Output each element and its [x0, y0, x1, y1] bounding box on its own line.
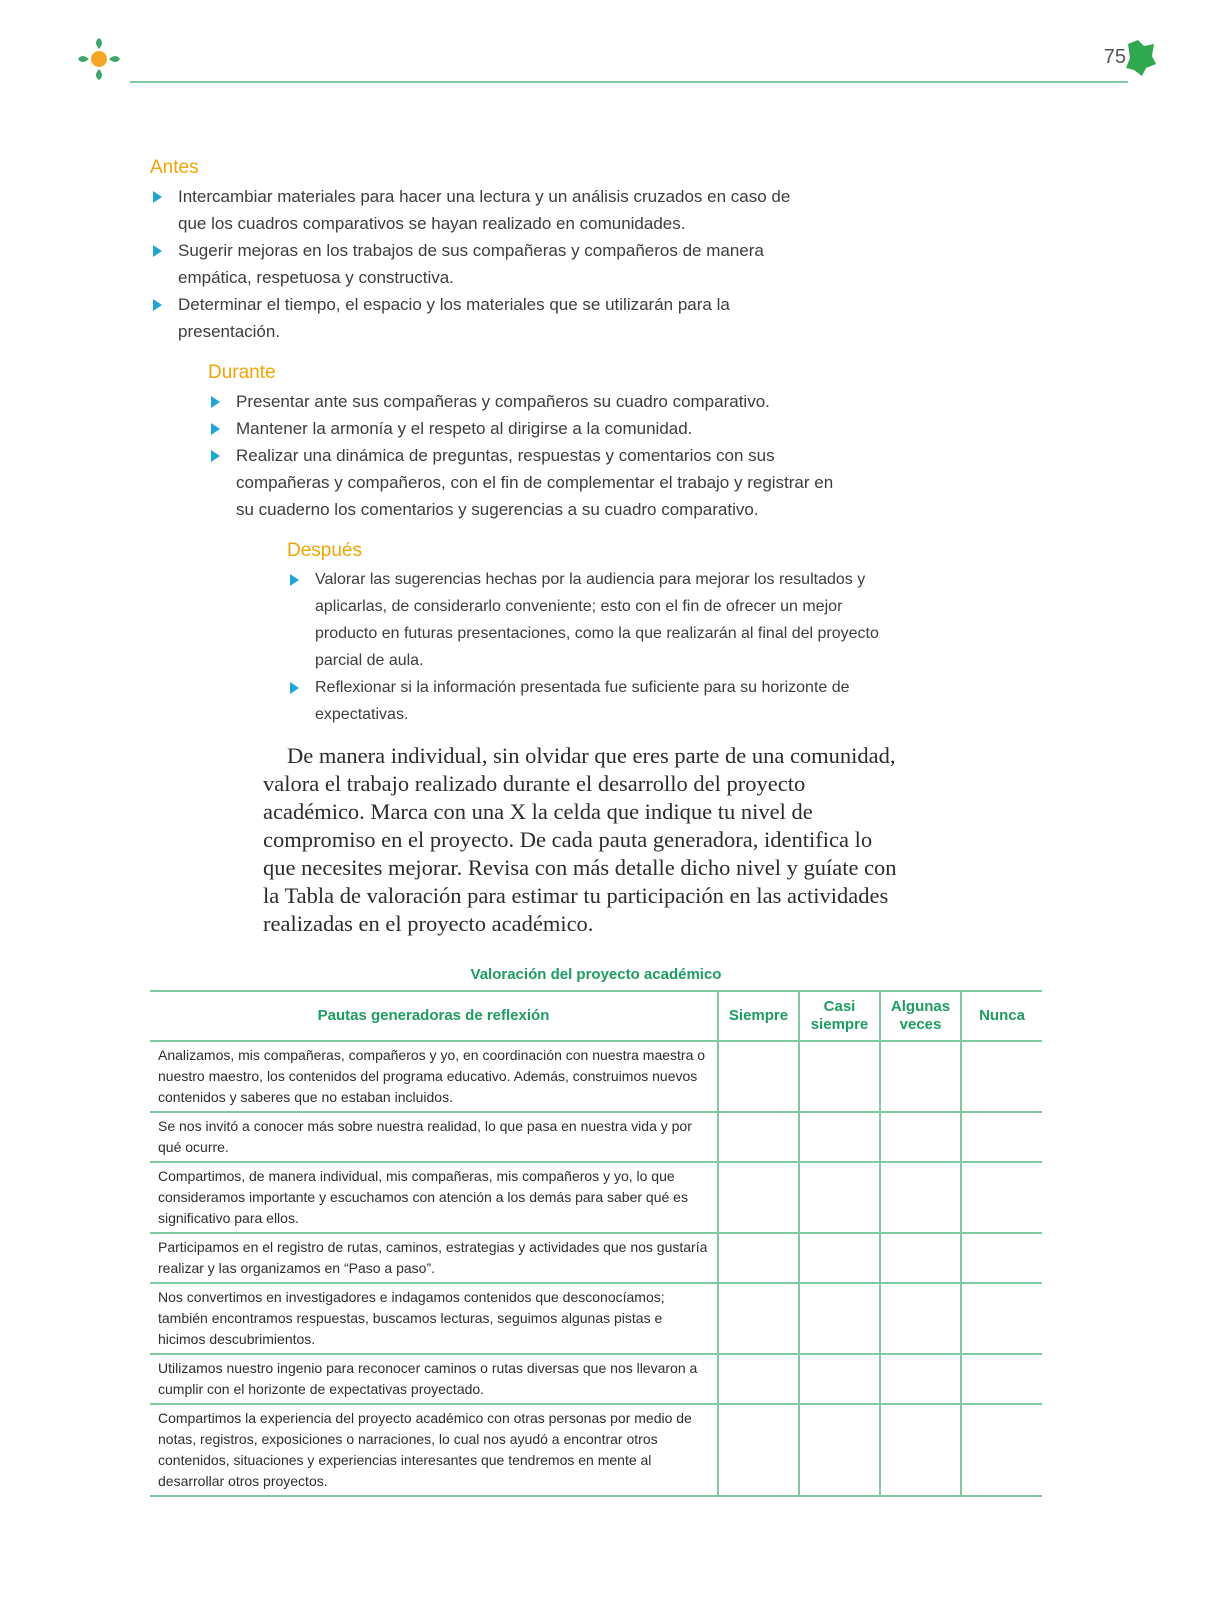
list-item: [208, 415, 848, 442]
valuation-table: [150, 990, 1042, 1497]
check-cell[interactable]: [799, 1041, 880, 1112]
table-row: [150, 1041, 1042, 1112]
triangle-bullet-icon: [290, 682, 299, 694]
triangle-bullet-icon: [290, 574, 299, 586]
table-header-row: [150, 991, 1042, 1041]
list-item-text: Reflexionar si la información presentada fue suficiente para su horizonte de expectativas.: [315, 679, 850, 723]
check-cell[interactable]: [718, 1233, 799, 1283]
check-cell[interactable]: [718, 1283, 799, 1354]
check-cell[interactable]: [799, 1112, 880, 1162]
check-cell[interactable]: [718, 1162, 799, 1233]
list-item-text: Sugerir mejoras en los trabajos de sus compañeras y compañeros de manera empática, respetuosa y constructiva.: [178, 241, 764, 287]
triangle-bullet-icon: [211, 423, 220, 435]
section-title-durante: Durante: [208, 362, 276, 383]
column-header: Pautas generadoras de reflexión: [150, 991, 718, 1041]
check-cell[interactable]: [961, 1041, 1042, 1112]
check-cell[interactable]: [718, 1112, 799, 1162]
check-cell[interactable]: [961, 1283, 1042, 1354]
triangle-bullet-icon: [153, 299, 162, 311]
check-cell[interactable]: [961, 1233, 1042, 1283]
row-text: Compartimos la experiencia del proyecto académico con otras personas por medio de notas, registros, exposiciones o narraciones, lo cual nos ayudó a encontrar otros contenidos, situaciones y experiencias interesantes que tendremos en mente al desarrollar otros proyectos.: [150, 1404, 718, 1496]
list-item: [150, 237, 810, 291]
check-cell[interactable]: [880, 1112, 961, 1162]
list-item-text: Intercambiar materiales para hacer una lectura y un análisis cruzados en caso de que los cuadros comparativos se hayan realizado en comunidades.: [178, 187, 791, 233]
list-item: [150, 183, 810, 237]
triangle-bullet-icon: [153, 191, 162, 203]
row-text: Utilizamos nuestro ingenio para reconocer caminos o rutas diversas que nos llevaron a cumplir con el horizonte de expectativas proyectado.: [150, 1354, 718, 1404]
check-cell[interactable]: [880, 1354, 961, 1404]
list-item: [287, 674, 887, 728]
table-title: Valoración del proyecto académico: [470, 966, 722, 983]
table-row: [150, 1112, 1042, 1162]
row-text: Compartimos, de manera individual, mis compañeras, mis compañeros y yo, lo que consideramos importante y escuchamos con atención a los demás para saber qué es significativo para ellos.: [150, 1162, 718, 1233]
check-cell[interactable]: [880, 1233, 961, 1283]
check-cell[interactable]: [799, 1354, 880, 1404]
column-header: Siempre: [718, 991, 799, 1041]
flower-logo-icon: [74, 34, 124, 84]
triangle-bullet-icon: [211, 450, 220, 462]
check-cell[interactable]: [799, 1233, 880, 1283]
check-cell[interactable]: [961, 1162, 1042, 1233]
list-item: [287, 566, 887, 674]
check-cell[interactable]: [961, 1112, 1042, 1162]
row-text: Participamos en el registro de rutas, caminos, estrategias y actividades que nos gustaría realizar y las organizamos en “Paso a paso”.: [150, 1233, 718, 1283]
section-antes: [150, 157, 810, 345]
section-despues: [287, 540, 887, 728]
page-number: 75: [1103, 46, 1126, 68]
header-rule: [130, 81, 1128, 83]
column-header: Nunca: [961, 991, 1042, 1041]
check-cell[interactable]: [961, 1404, 1042, 1496]
triangle-bullet-icon: [153, 245, 162, 257]
list-item-text: Valorar las sugerencias hechas por la audiencia para mejorar los resultados y aplicarlas, de considerarlo conveniente; esto con el fin de ofrecer un mejor producto en futuras presentaciones, como la que realizarán al final del proyecto parcial de aula.: [315, 571, 879, 669]
check-cell[interactable]: [718, 1041, 799, 1112]
list-item-text: Determinar el tiempo, el espacio y los materiales que se utilizarán para la presentación.: [178, 295, 730, 341]
table-row: [150, 1162, 1042, 1233]
row-text: Se nos invitó a conocer más sobre nuestra realidad, lo que pasa en nuestra vida y por qué ocurre.: [150, 1112, 718, 1162]
check-cell[interactable]: [799, 1283, 880, 1354]
table-row: [150, 1283, 1042, 1354]
column-header: Algunas veces: [880, 991, 961, 1041]
check-cell[interactable]: [799, 1404, 880, 1496]
instruction-paragraph: De manera individual, sin olvidar que eres parte de una comunidad, valora el trabajo realizado durante el desarrollo del proyecto académico. Marca con una X la celda que indique tu nivel de compromiso en el proyecto. De cada pauta generadora, identifica lo que necesites mejorar. Revisa con más detalle dicho nivel y guíate con la Tabla de valoración para estimar tu participación en las actividades realizadas en el proyecto académico.: [263, 743, 897, 936]
section-title-despues: Después: [287, 540, 362, 561]
check-cell[interactable]: [718, 1404, 799, 1496]
table-row: [150, 1354, 1042, 1404]
section-durante: [208, 362, 848, 523]
green-map-icon: [1124, 38, 1158, 78]
table-row: [150, 1404, 1042, 1496]
list-item-text: Realizar una dinámica de preguntas, respuestas y comentarios con sus compañeras y compañeros, con el fin de complementar el trabajo y registrar en su cuaderno los comentarios y sugerencias a su cuadro comparativo.: [236, 446, 834, 519]
triangle-bullet-icon: [211, 396, 220, 408]
row-text: Analizamos, mis compañeras, compañeros y yo, en coordinación con nuestra maestra o nuestro maestro, los contenidos del programa educativo. Además, construimos nuevos contenidos y saberes que no estaban incluidos.: [150, 1041, 718, 1112]
check-cell[interactable]: [799, 1162, 880, 1233]
list-item: [208, 388, 848, 415]
check-cell[interactable]: [961, 1354, 1042, 1404]
row-text: Nos convertimos en investigadores e indagamos contenidos que desconocíamos; también encontramos respuestas, buscamos lecturas, seguimos algunas pistas e hicimos descubrimientos.: [150, 1283, 718, 1354]
list-item: [150, 291, 810, 345]
section-title-antes: Antes: [150, 157, 199, 178]
column-header: Casi siempre: [799, 991, 880, 1041]
check-cell[interactable]: [880, 1041, 961, 1112]
list-item-text: Mantener la armonía y el respeto al dirigirse a la comunidad.: [236, 419, 693, 438]
table-row: [150, 1233, 1042, 1283]
list-item: [208, 442, 848, 523]
check-cell[interactable]: [880, 1162, 961, 1233]
check-cell[interactable]: [718, 1354, 799, 1404]
check-cell[interactable]: [880, 1283, 961, 1354]
check-cell[interactable]: [880, 1404, 961, 1496]
list-item-text: Presentar ante sus compañeras y compañeros su cuadro comparativo.: [236, 392, 770, 411]
